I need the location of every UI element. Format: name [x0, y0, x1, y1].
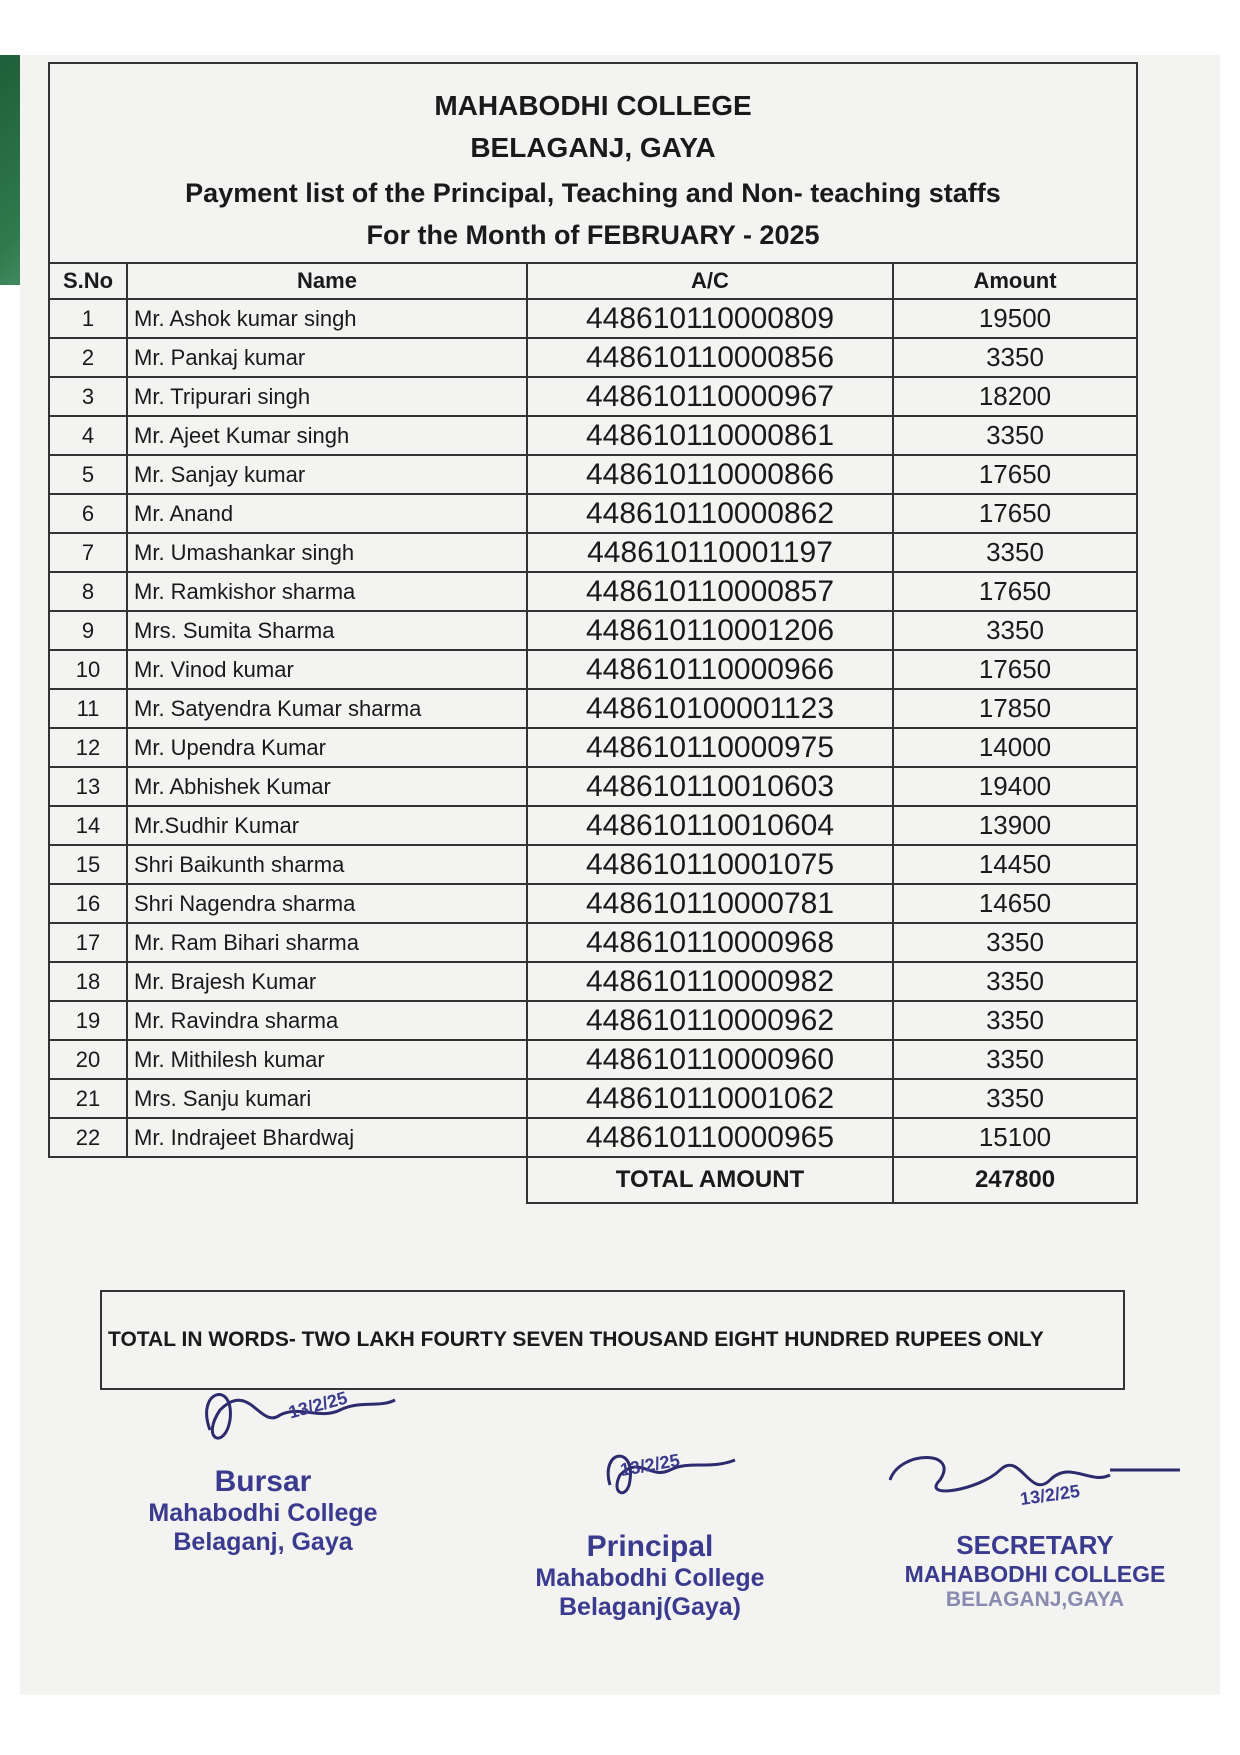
principal-line2: Belaganj(Gaya)	[558, 1593, 741, 1621]
cell-amount: 3350	[893, 611, 1137, 650]
table-row	[49, 299, 1137, 338]
table-row	[49, 806, 1137, 845]
cell-ac: 448610110010604	[527, 806, 893, 845]
document-description: Payment list of the Principal, Teaching and Non- teaching staffs For the Month of FEBRUARY - 2025	[185, 178, 1001, 250]
table-row	[49, 845, 1137, 884]
cell-amount: 3350	[893, 962, 1137, 1001]
col-name: Name	[127, 263, 527, 299]
cell-amount: 14000	[893, 728, 1137, 767]
cell-amount: 3350	[893, 923, 1137, 962]
table-row	[49, 1040, 1137, 1079]
cell-ac: 448610100001123	[527, 689, 893, 728]
table-row	[49, 533, 1137, 572]
total-row	[49, 1157, 1137, 1203]
cell-amount: 14650	[893, 884, 1137, 923]
cell-sno: 7	[49, 533, 127, 572]
cell-name: Mr. Abhishek Kumar	[127, 767, 527, 806]
bursar-stamp	[118, 1387, 408, 1557]
table-row	[49, 923, 1137, 962]
cell-sno: 8	[49, 572, 127, 611]
cell-name: Mr. Ram Bihari sharma	[127, 923, 527, 962]
cell-amount: 19500	[893, 299, 1137, 338]
cell-amount: 17650	[893, 494, 1137, 533]
cell-sno: 19	[49, 1001, 127, 1040]
table-row	[49, 1079, 1137, 1118]
total-in-words: TOTAL IN WORDS- TWO LAKH FOURTY SEVEN THOUSAND EIGHT HUNDRED RUPEES ONLY	[100, 1290, 1125, 1390]
cell-sno: 11	[49, 689, 127, 728]
cell-ac: 448610110000781	[527, 884, 893, 923]
cell-amount: 19400	[893, 767, 1137, 806]
college-location: BELAGANJ, GAYA	[470, 132, 716, 163]
table-row	[49, 884, 1137, 923]
cell-name: Mr. Anand	[127, 494, 527, 533]
cell-name: Mr.Sudhir Kumar	[127, 806, 527, 845]
cell-name: Shri Nagendra sharma	[127, 884, 527, 923]
table-row	[49, 650, 1137, 689]
table-row	[49, 689, 1137, 728]
table-row	[49, 455, 1137, 494]
cell-ac: 448610110000975	[527, 728, 893, 767]
cell-sno: 13	[49, 767, 127, 806]
cell-sno: 4	[49, 416, 127, 455]
cell-ac: 448610110000965	[527, 1118, 893, 1157]
bursar-line1: Mahabodhi College	[148, 1499, 378, 1527]
cell-ac: 448610110001197	[527, 533, 893, 572]
cell-name: Mrs. Sanju kumari	[127, 1079, 527, 1118]
cell-ac: 448610110001062	[527, 1079, 893, 1118]
cell-name: Mr. Pankaj kumar	[127, 338, 527, 377]
cell-name: Shri Baikunth sharma	[127, 845, 527, 884]
cell-sno: 3	[49, 377, 127, 416]
principal-date: 13/2/25	[618, 1449, 682, 1481]
total-row-spacer	[49, 1157, 527, 1203]
cell-name: Mr. Indrajeet Bhardwaj	[127, 1118, 527, 1157]
cell-ac: 448610110000968	[527, 923, 893, 962]
table-row	[49, 962, 1137, 1001]
table-row	[49, 611, 1137, 650]
payment-table	[48, 262, 1138, 1204]
cell-sno: 14	[49, 806, 127, 845]
cell-sno: 21	[49, 1079, 127, 1118]
cell-amount: 3350	[893, 338, 1137, 377]
cell-amount: 3350	[893, 1001, 1137, 1040]
cell-ac: 448610110000861	[527, 416, 893, 455]
cell-ac: 448610110001206	[527, 611, 893, 650]
cell-amount: 3350	[893, 533, 1137, 572]
cell-ac: 448610110000966	[527, 650, 893, 689]
cell-name: Mr. Tripurari singh	[127, 377, 527, 416]
total-label: TOTAL AMOUNT	[527, 1157, 893, 1203]
cell-sno: 2	[49, 338, 127, 377]
cell-sno: 12	[49, 728, 127, 767]
cell-amount: 18200	[893, 377, 1137, 416]
cell-sno: 5	[49, 455, 127, 494]
cell-ac: 448610110000862	[527, 494, 893, 533]
cell-name: Mr. Ashok kumar singh	[127, 299, 527, 338]
table-header-row	[49, 263, 1137, 299]
cell-ac: 448610110000856	[527, 338, 893, 377]
cell-ac: 448610110000809	[527, 299, 893, 338]
cell-name: Mr. Ajeet Kumar singh	[127, 416, 527, 455]
table-row	[49, 416, 1137, 455]
table-row	[49, 494, 1137, 533]
secretary-line1: MAHABODHI COLLEGE	[904, 1561, 1166, 1587]
cell-amount: 17650	[893, 650, 1137, 689]
cell-amount: 17650	[893, 455, 1137, 494]
secretary-date: 13/2/25	[1018, 1480, 1082, 1510]
cell-amount: 15100	[893, 1118, 1137, 1157]
bursar-role: Bursar	[214, 1465, 312, 1498]
cell-name: Mr. Umashankar singh	[127, 533, 527, 572]
table-row	[49, 377, 1137, 416]
cell-sno: 10	[49, 650, 127, 689]
cell-ac: 448610110000857	[527, 572, 893, 611]
cell-name: Mr. Mithilesh kumar	[127, 1040, 527, 1079]
cell-name: Mrs. Sumita Sharma	[127, 611, 527, 650]
table-row	[49, 572, 1137, 611]
table-row	[49, 1118, 1137, 1157]
cell-sno: 6	[49, 494, 127, 533]
col-sno: S.No	[49, 263, 127, 299]
secretary-role: SECRETARY	[956, 1530, 1114, 1560]
cell-name: Mr. Satyendra Kumar sharma	[127, 689, 527, 728]
principal-stamp	[510, 1449, 790, 1622]
cell-name: Mr. Upendra Kumar	[127, 728, 527, 767]
cell-amount: 17650	[893, 572, 1137, 611]
total-value: 247800	[893, 1157, 1137, 1203]
cell-sno: 1	[49, 299, 127, 338]
cell-amount: 3350	[893, 416, 1137, 455]
cell-sno: 15	[49, 845, 127, 884]
cell-amount: 13900	[893, 806, 1137, 845]
principal-line1: Mahabodhi College	[535, 1564, 765, 1592]
col-amount: Amount	[893, 263, 1137, 299]
cell-ac: 448610110010603	[527, 767, 893, 806]
bursar-date: 13/2/25	[286, 1387, 350, 1423]
college-title: MAHABODHI COLLEGE	[434, 90, 752, 121]
secretary-stamp	[890, 1480, 1180, 1612]
bursar-line2: Belaganj, Gaya	[173, 1528, 353, 1556]
secretary-signature-icon	[880, 1440, 1200, 1530]
cell-amount: 3350	[893, 1040, 1137, 1079]
cell-ac: 448610110000967	[527, 377, 893, 416]
cell-name: Mr. Ramkishor sharma	[127, 572, 527, 611]
table-row	[49, 767, 1137, 806]
cell-name: Mr. Vinod kumar	[127, 650, 527, 689]
cell-name: Mr. Sanjay kumar	[127, 455, 527, 494]
cell-ac: 448610110001075	[527, 845, 893, 884]
secretary-line2: BELAGANJ,GAYA	[945, 1588, 1125, 1611]
cell-sno: 9	[49, 611, 127, 650]
cell-name: Mr. Ravindra sharma	[127, 1001, 527, 1040]
cell-amount: 3350	[893, 1079, 1137, 1118]
table-row	[49, 338, 1137, 377]
cell-name: Mr. Brajesh Kumar	[127, 962, 527, 1001]
cell-sno: 17	[49, 923, 127, 962]
cell-sno: 22	[49, 1118, 127, 1157]
principal-role: Principal	[586, 1530, 714, 1563]
cell-ac: 448610110000866	[527, 455, 893, 494]
table-row	[49, 1001, 1137, 1040]
cell-amount: 17850	[893, 689, 1137, 728]
cell-ac: 448610110000962	[527, 1001, 893, 1040]
cell-amount: 14450	[893, 845, 1137, 884]
cell-sno: 18	[49, 962, 127, 1001]
col-ac: A/C	[527, 263, 893, 299]
cell-sno: 20	[49, 1040, 127, 1079]
cell-ac: 448610110000982	[527, 962, 893, 1001]
cell-ac: 448610110000960	[527, 1040, 893, 1079]
cell-sno: 16	[49, 884, 127, 923]
table-row	[49, 728, 1137, 767]
